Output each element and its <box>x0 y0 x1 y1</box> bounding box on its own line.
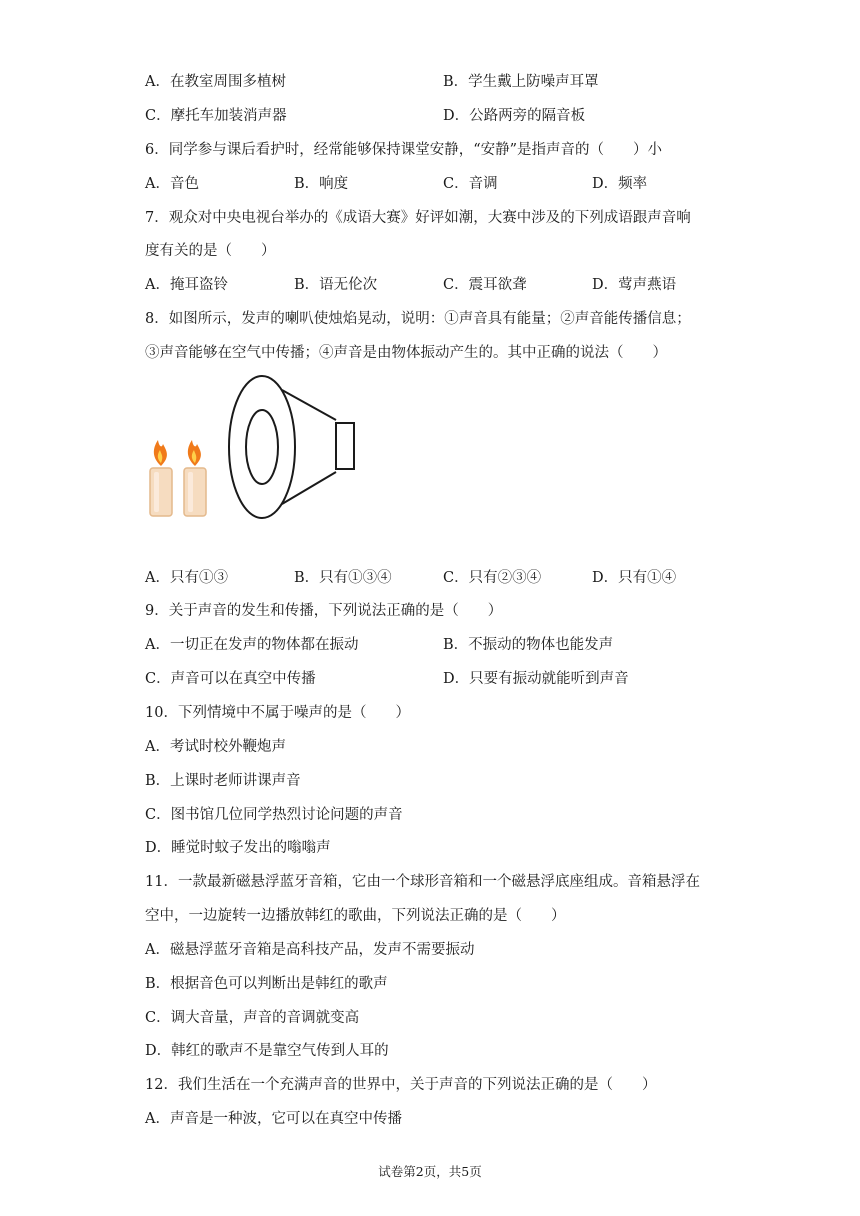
q11-option-c: C．调大音量，声音的音调就变高 <box>145 1010 360 1026</box>
q5-option-b: B．学生戴上防噪声耳罩 <box>443 74 599 90</box>
q8-option-b: B．只有①③④ <box>294 570 392 586</box>
loudspeaker-icon <box>229 376 354 518</box>
figure-svg <box>140 372 380 522</box>
q7-option-d: D．莺声燕语 <box>592 277 677 293</box>
q7-stem-line1: 7．观众对中央电视台举办的《成语大赛》好评如潮，大赛中涉及的下列成语跟声音响 <box>145 210 691 226</box>
q11-option-d: D．韩红的歌声不是靠空气传到人耳的 <box>145 1043 389 1059</box>
q12-option-a: A．声音是一种波，它可以在真空中传播 <box>145 1111 402 1127</box>
candles-speaker-figure <box>140 372 380 522</box>
q9-option-c: C．声音可以在真空中传播 <box>145 671 316 687</box>
q11-stem-line2: 空中，一边旋转一边播放韩红的歌曲，下列说法正确的是（ ） <box>145 908 566 924</box>
q9-option-d: D．只要有振动就能听到声音 <box>443 671 629 687</box>
q10-stem: 10．下列情境中不属于噪声的是（ ） <box>145 705 410 721</box>
q5-option-a: A．在教室周围多植树 <box>145 74 286 90</box>
q8-stem-line1: 8．如图所示，发声的喇叭使烛焰晃动，说明：①声音具有能量；②声音能传播信息； <box>145 311 691 327</box>
q10-option-c: C．图书馆几位同学热烈讨论问题的声音 <box>145 807 403 823</box>
q8-stem-line2: ③声音能够在空气中传播；④声音是由物体振动产生的。其中正确的说法（ ） <box>145 345 667 361</box>
q7-option-a: A．掩耳盗铃 <box>145 277 228 293</box>
q11-option-a: A．磁悬浮蓝牙音箱是高科技产品，发声不需要振动 <box>145 942 475 958</box>
q7-option-c: C．震耳欲聋 <box>443 277 527 293</box>
candle-right <box>184 440 206 516</box>
q7-option-b: B．语无伦次 <box>294 277 378 293</box>
q6-option-b: B．响度 <box>294 176 349 192</box>
q10-option-d: D．睡觉时蚊子发出的嗡嗡声 <box>145 840 331 856</box>
q8-option-a: A．只有①③ <box>145 570 228 586</box>
q5-option-d: D．公路两旁的隔音板 <box>443 108 586 124</box>
q11-option-b: B．根据音色可以判断出是韩红的歌声 <box>145 976 388 992</box>
q6-stem: 6．同学参与课后看护时，经常能够保持课堂安静，“安静”是指声音的（ ）小 <box>145 142 663 158</box>
page-footer: 试卷第2页，共5页 <box>378 1164 482 1179</box>
q11-stem-line1: 11．一款最新磁悬浮蓝牙音箱，它由一个球形音箱和一个磁悬浮底座组成。音箱悬浮在 <box>145 874 700 890</box>
q10-option-a: A．考试时校外鞭炮声 <box>145 739 286 755</box>
q8-option-c: C．只有②③④ <box>443 570 542 586</box>
q8-option-d: D．只有①④ <box>592 570 677 586</box>
q5-option-c: C．摩托车加装消声器 <box>145 108 287 124</box>
q9-option-b: B．不振动的物体也能发声 <box>443 637 614 653</box>
q9-stem: 9．关于声音的发生和传播，下列说法正确的是（ ） <box>145 603 503 619</box>
q7-stem-line2: 度有关的是（ ） <box>145 243 276 259</box>
q6-option-d: D．频率 <box>592 176 648 192</box>
candle-left <box>150 440 172 516</box>
q6-option-c: C．音调 <box>443 176 498 192</box>
q10-option-b: B．上课时老师讲课声音 <box>145 773 301 789</box>
q6-option-a: A．音色 <box>145 176 199 192</box>
q9-option-a: A．一切正在发声的物体都在振动 <box>145 637 359 653</box>
q12-stem: 12．我们生活在一个充满声音的世界中，关于声音的下列说法正确的是（ ） <box>145 1077 657 1093</box>
